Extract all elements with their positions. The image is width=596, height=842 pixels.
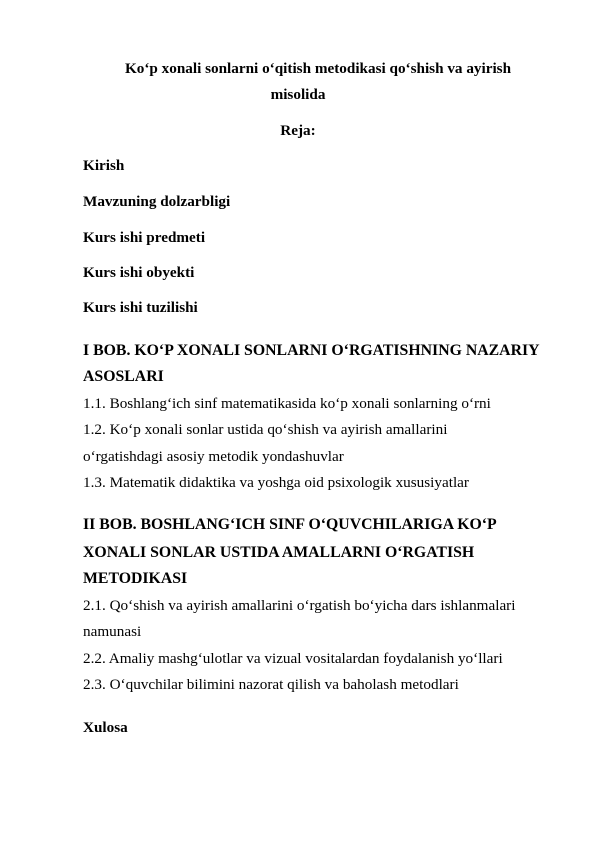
plan-heading: Reja: — [280, 122, 316, 139]
chapter2-section-2-2: 2.2. Amaliy mashg‘ulotlar va vizual vositalardan foydalanish yo‘llari — [83, 650, 503, 667]
chapter2-section-2-1-line-1: 2.1. Qo‘shish va ayirish amallarini o‘rgatish bo‘yicha dars ishlanmalari — [83, 597, 516, 614]
chapter1-section-1-1: 1.1. Boshlang‘ich sinf matematikasida ko‘p xonali sonlarning o‘rni — [83, 395, 491, 412]
plan-item-conclusion: Xulosa — [83, 719, 128, 736]
chapter2-title-line-3: METODIKASI — [83, 570, 188, 587]
plan-item-introduction: Kirish — [83, 157, 125, 174]
chapter1-section-1-2-line-1: 1.2. Ko‘p xonali sonlar ustida qo‘shish va ayirish amallarini — [83, 421, 448, 438]
document-title-line-1: Ko‘p xonali sonlarni o‘qitish metodikasi qo‘shish va ayirish — [124, 60, 512, 77]
plan-item-structure: Kurs ishi tuzilishi — [83, 299, 198, 316]
plan-item-relevance: Mavzuning dolzarbligi — [83, 193, 231, 210]
chapter2-title-line-1: II BOB. BOSHLANG‘ICH SINF O‘QUVCHILARIGA KO‘P — [83, 516, 497, 533]
chapter1-section-1-2-line-2: o‘rgatishdagi asosiy metodik yondashuvlar — [83, 448, 344, 465]
chapter2-title-line-2: XONALI SONLAR USTIDA AMALLARNI O‘RGATISH — [83, 544, 475, 561]
plan-item-subject: Kurs ishi predmeti — [83, 229, 206, 246]
plan-item-object: Kurs ishi obyekti — [83, 264, 195, 281]
chapter1-title-line-2: ASOSLARI — [83, 368, 164, 385]
chapter1-title-line-1: I BOB. KO‘P XONALI SONLARNI O‘RGATISHNING NAZARIY — [83, 342, 540, 359]
chapter2-section-2-1-line-2: namunasi — [83, 623, 142, 640]
chapter2-section-2-3: 2.3. O‘quvchilar bilimini nazorat qilish va baholash metodlari — [83, 676, 459, 693]
chapter1-section-1-3: 1.3. Matematik didaktika va yoshga oid psixologik xususiyatlar — [83, 474, 469, 491]
document-title-line-2: misolida — [270, 86, 326, 103]
